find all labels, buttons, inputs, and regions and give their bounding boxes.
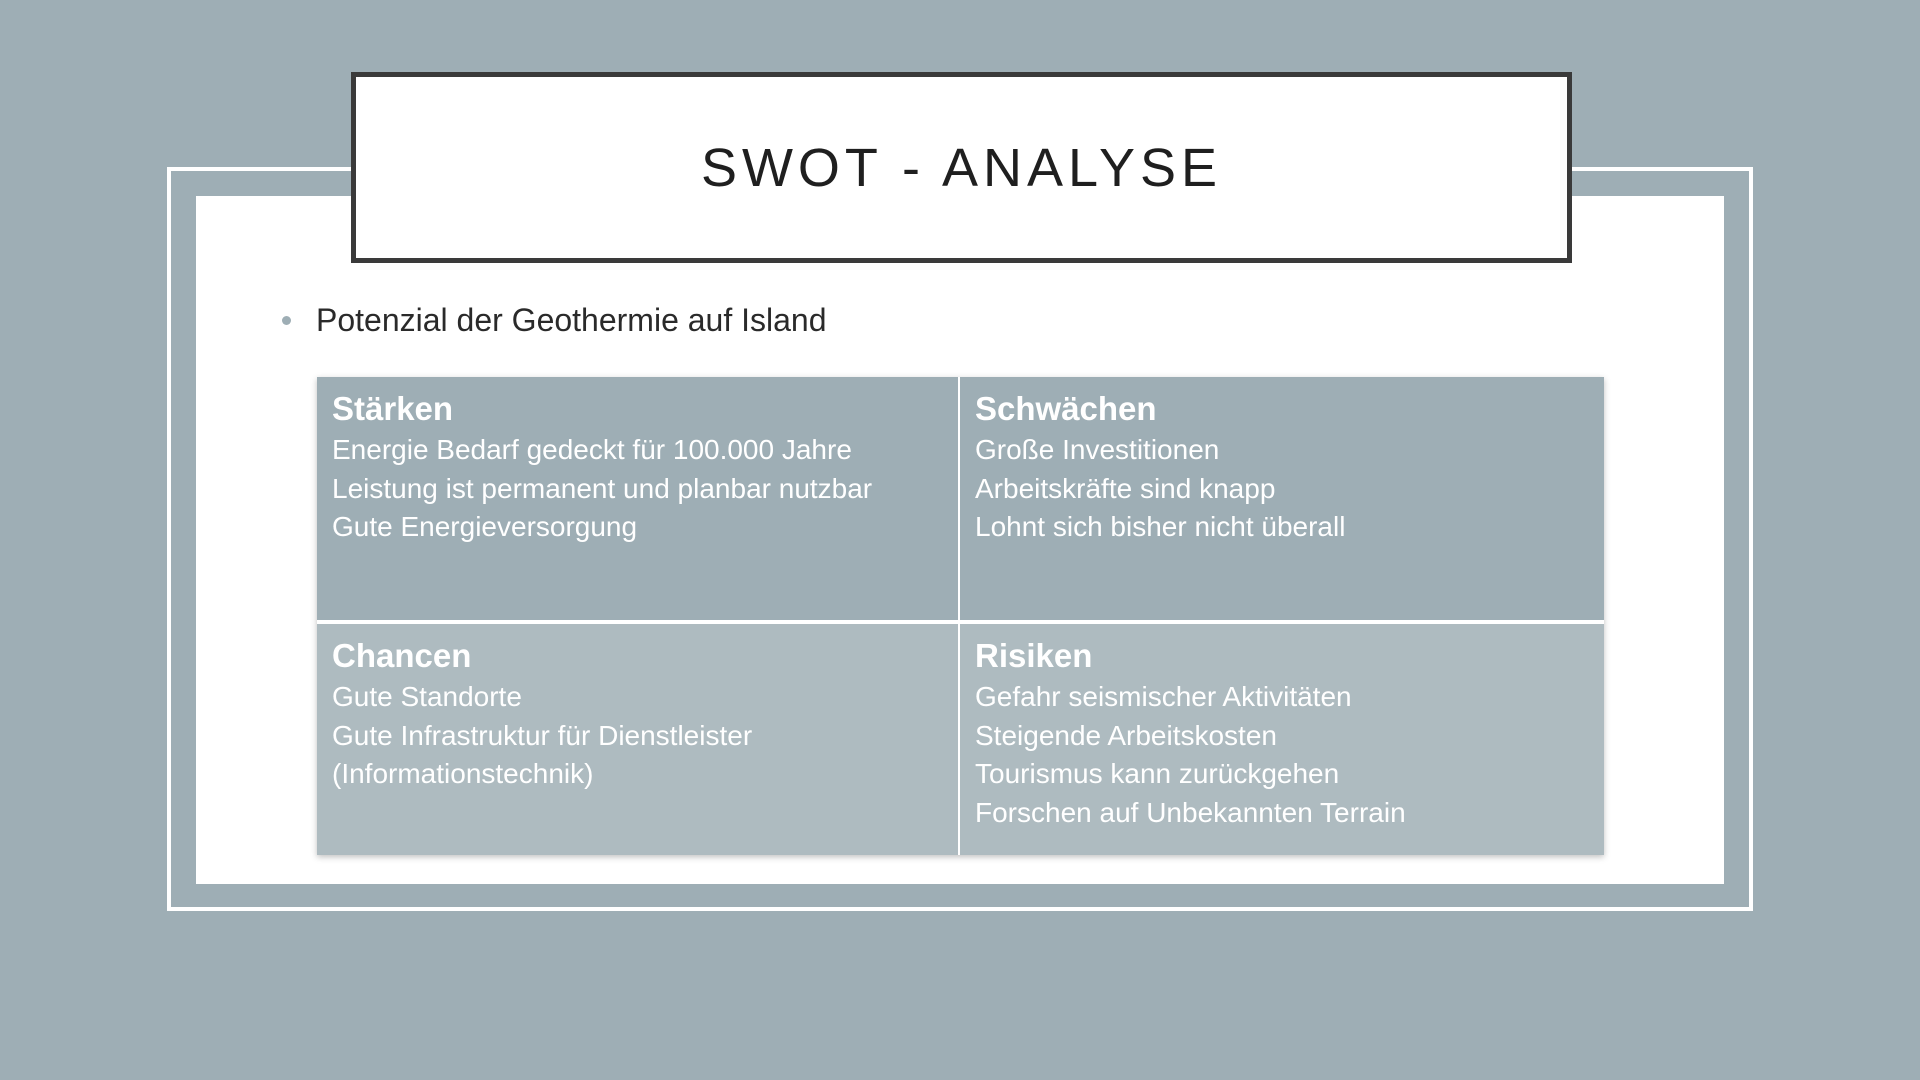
strengths-item: Energie Bedarf gedeckt für 100.000 Jahre	[332, 434, 852, 465]
threats-heading: Risiken	[975, 637, 1093, 674]
strengths-heading: Stärken	[332, 390, 454, 427]
strengths-item: Leistung ist permanent und planbar nutzbar	[332, 472, 873, 504]
swot-cell-weaknesses	[960, 377, 1604, 624]
swot-table	[317, 377, 1604, 855]
weaknesses-item: Große Investitionen	[975, 434, 1220, 465]
opportunities-item: Gute Infrastruktur für Dienstleister	[332, 719, 753, 751]
weaknesses-item: Arbeitskräfte sind knapp	[975, 472, 1276, 504]
threats-item: Gefahr seismischer Aktivitäten	[975, 681, 1352, 712]
strengths-item: Gute Energieversorgung	[332, 511, 638, 542]
title-box	[351, 72, 1572, 263]
threats-item: Steigende Arbeitskosten	[975, 719, 1277, 751]
threats-item: Tourismus kann zurückgehen	[975, 758, 1340, 789]
opportunities-item: (Informationstechnik)	[332, 758, 594, 789]
weaknesses-heading: Schwächen	[975, 390, 1157, 427]
threats-item: Forschen auf Unbekannten Terrain	[975, 796, 1406, 828]
swot-cell-threats	[960, 624, 1604, 855]
bullet-dot-icon	[282, 316, 291, 325]
opportunities-heading: Chancen	[332, 637, 472, 674]
slide-title: SWOT - ANALYSE	[700, 137, 1223, 198]
opportunities-item: Gute Standorte	[332, 681, 522, 712]
swot-cell-strengths	[317, 377, 960, 624]
bullet-item	[282, 295, 827, 345]
weaknesses-item: Lohnt sich bisher nicht überall	[975, 511, 1346, 542]
bullet-text: Potenzial der Geothermie auf Island	[316, 301, 827, 338]
swot-cell-opportunities	[317, 624, 960, 855]
